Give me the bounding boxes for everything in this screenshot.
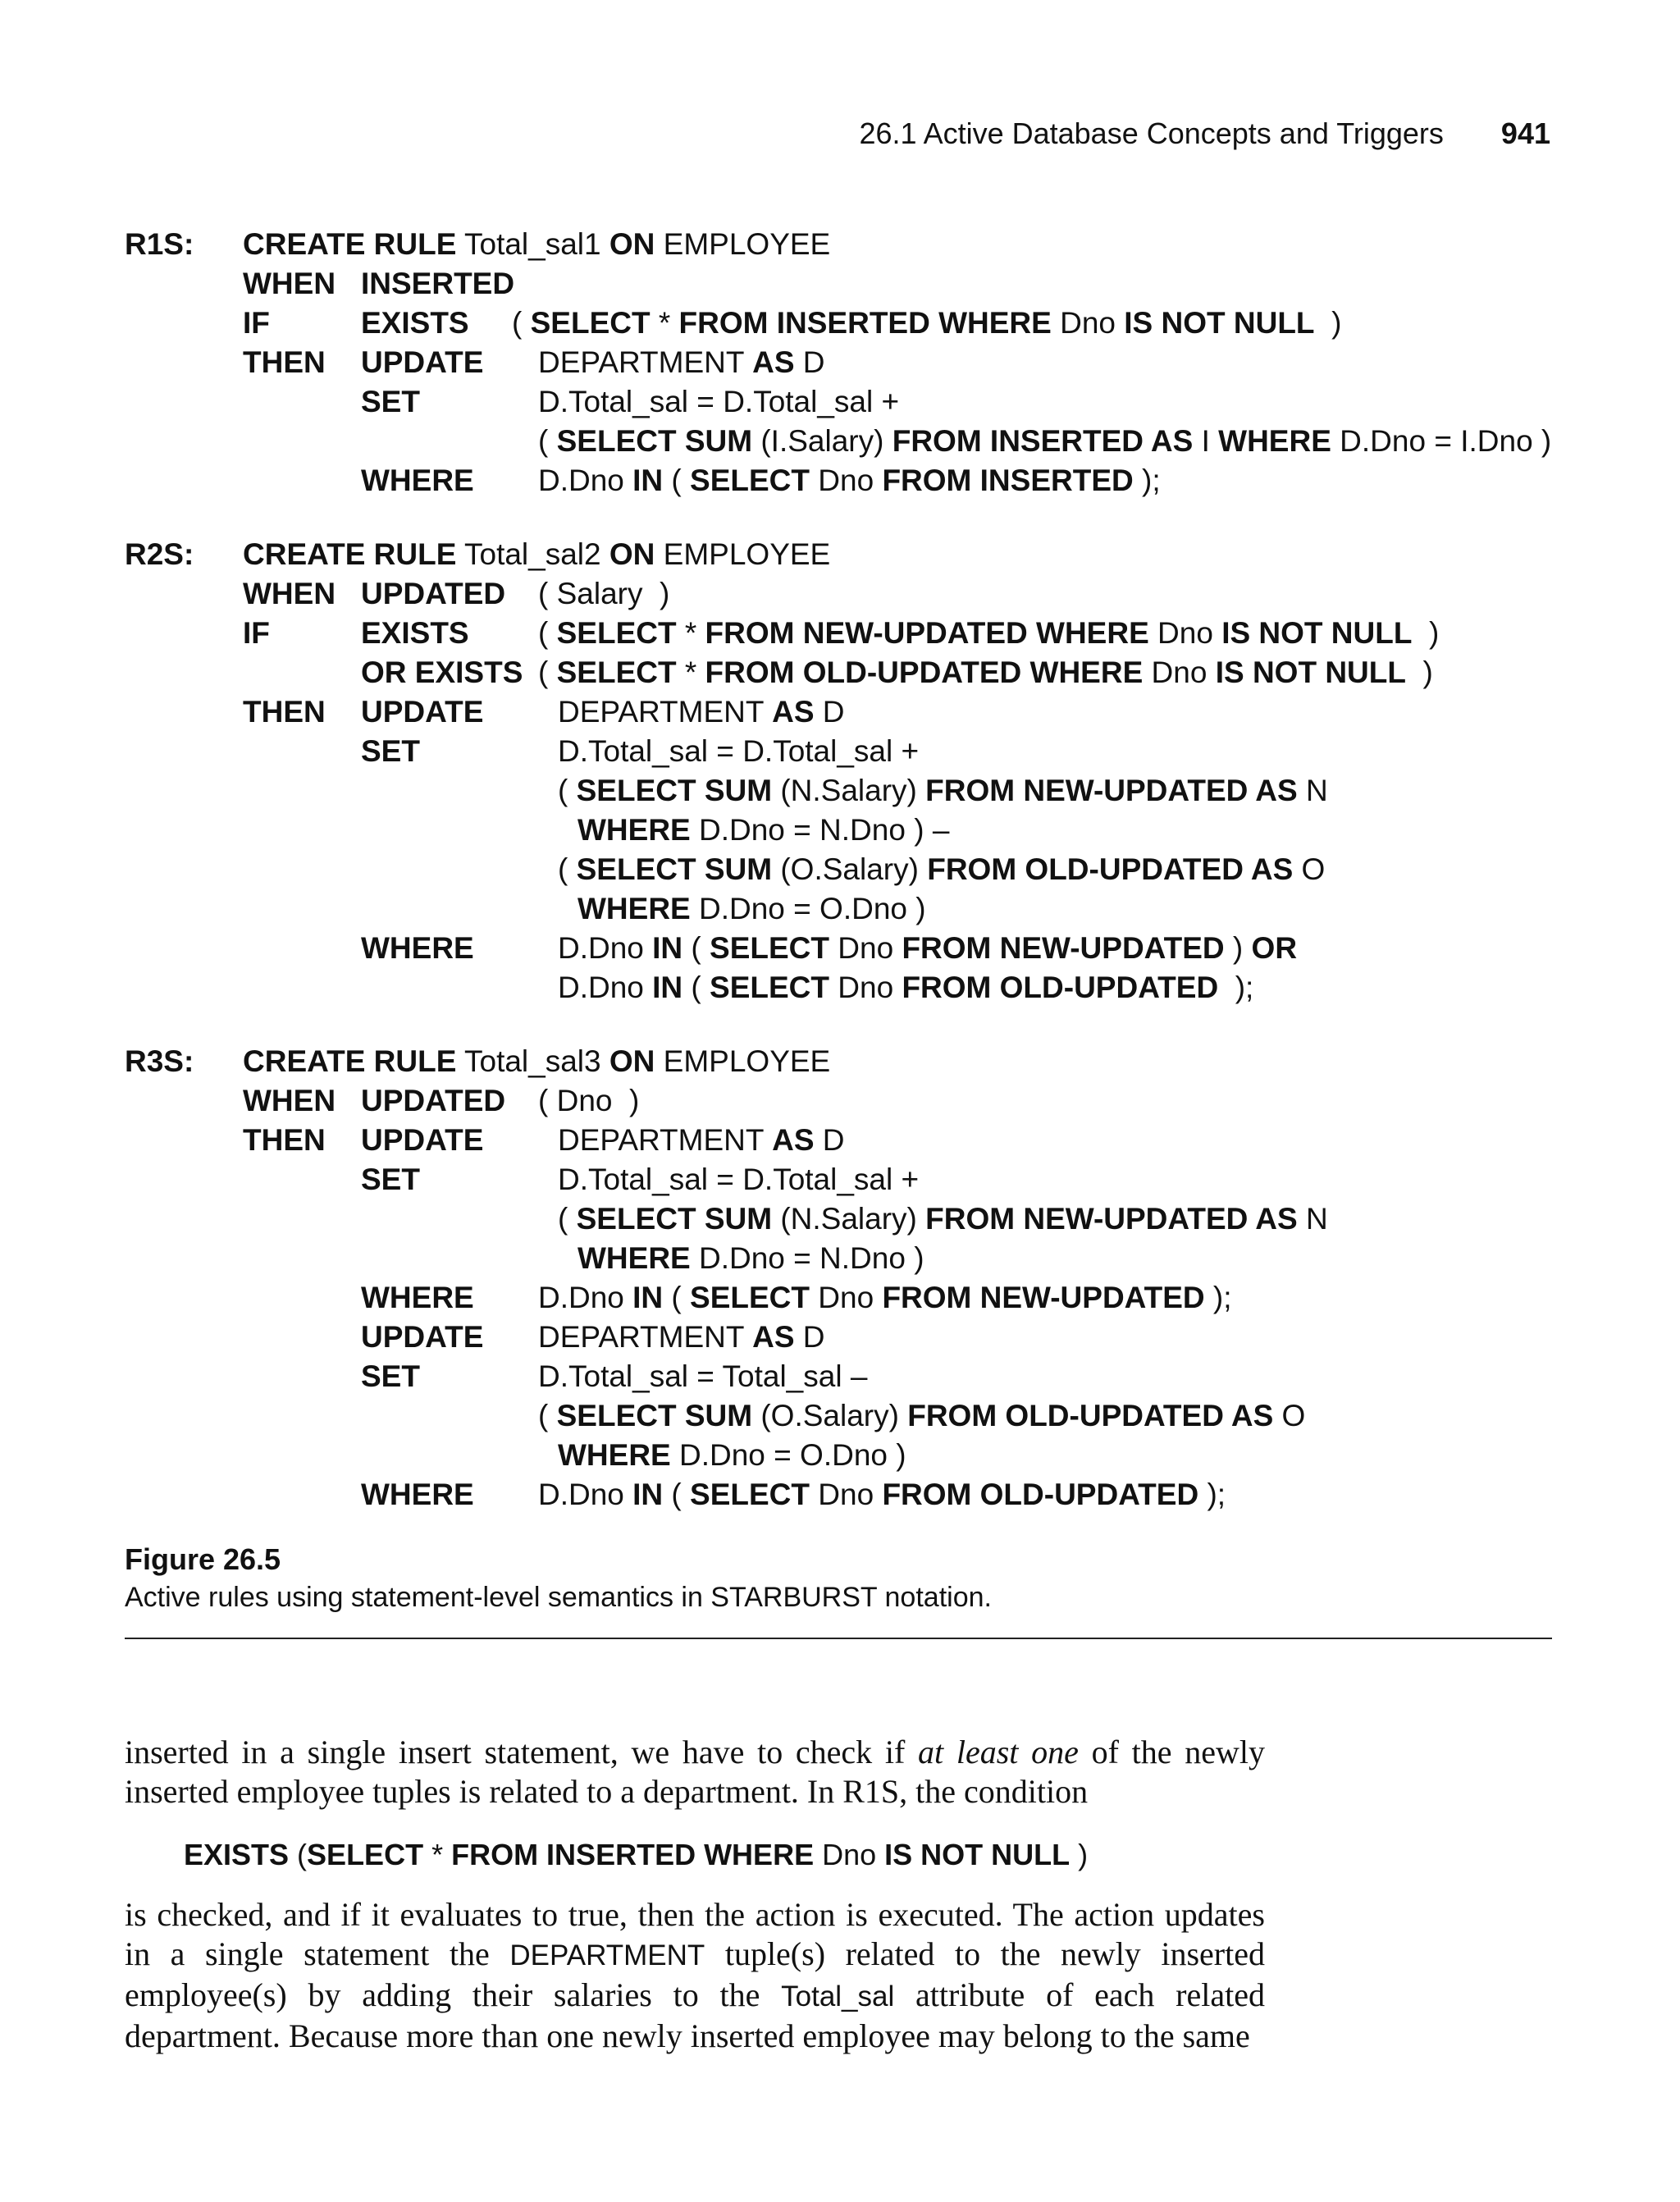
code-line: ( Salary ) (538, 577, 670, 610)
keyword: WHERE (361, 1478, 474, 1511)
keyword: UPDATE (361, 1320, 484, 1354)
keyword: SET (361, 734, 420, 768)
keyword: IF (243, 306, 270, 340)
keyword: UPDATE (361, 1123, 484, 1157)
body-paragraph: inserted in a single insert statement, we have to check if at least one of the newly inserted employee tuples is related to a department. In R1S, the condition (125, 1734, 1266, 1810)
code-line: DEPARTMENT AS D (538, 345, 825, 379)
code-line: CREATE RULE Total_sal3 ON EMPLOYEE (243, 1044, 831, 1078)
divider (125, 1638, 1552, 1639)
code-line: CREATE RULE Total_sal2 ON EMPLOYEE (243, 537, 831, 571)
code-line: ( SELECT SUM (N.Salary) FROM NEW-UPDATED AS N (558, 1202, 1328, 1236)
code-line: ( SELECT SUM (O.Salary) FROM OLD-UPDATED AS O (558, 852, 1326, 886)
keyword: WHERE (361, 464, 474, 497)
code-line: D.Dno IN ( SELECT Dno FROM NEW-UPDATED ); (538, 1281, 1232, 1314)
figure-caption: Active rules using statement-level semantics in STARBURST notation. (125, 1582, 992, 1613)
keyword: WHERE (361, 1281, 474, 1314)
keyword: WHERE (361, 931, 474, 965)
code-line: ( SELECT SUM (I.Salary) FROM INSERTED AS I WHERE D.Dno = I.Dno ) (538, 424, 1552, 458)
code-line: D.Total_sal = D.Total_sal + (558, 734, 920, 768)
keyword: WHEN (243, 267, 336, 300)
inline-code: EXISTS (SELECT * FROM INSERTED WHERE Dno IS NOT NULL ) (184, 1838, 1089, 1871)
section-title: 26.1 Active Database Concepts and Triggers (859, 116, 1444, 150)
keyword: WHEN (243, 1084, 336, 1117)
code-line: ( SELECT * FROM INSERTED WHERE Dno IS NOT NULL ) (512, 306, 1342, 340)
figure-label: Figure 26.5 (125, 1542, 281, 1576)
code-line: D.Dno IN ( SELECT Dno FROM OLD-UPDATED ); (558, 971, 1254, 1004)
keyword: INSERTED (361, 267, 515, 300)
code-line: D.Dno IN ( SELECT Dno FROM OLD-UPDATED ); (538, 1478, 1226, 1511)
code-line: ( Dno ) (538, 1084, 640, 1117)
keyword: SET (361, 385, 420, 418)
code-line: ( SELECT SUM (N.Salary) FROM NEW-UPDATED AS N (558, 774, 1328, 807)
rule-label: R1S: (125, 227, 194, 261)
code-line: WHERE D.Dno = N.Dno ) (578, 1241, 924, 1275)
keyword: THEN (243, 695, 326, 729)
keyword: THEN (243, 345, 326, 379)
code-line: CREATE RULE Total_sal1 ON EMPLOYEE (243, 227, 831, 261)
keyword: WHEN (243, 577, 336, 610)
code-line: D.Total_sal = Total_sal – (538, 1359, 868, 1393)
code-line: D.Dno IN ( SELECT Dno FROM INSERTED ); (538, 464, 1161, 497)
code-line: DEPARTMENT AS D (558, 1123, 845, 1157)
keyword: SET (361, 1163, 420, 1196)
code-line: ( SELECT SUM (O.Salary) FROM OLD-UPDATED AS O (538, 1399, 1306, 1432)
code-line: ( SELECT * FROM NEW-UPDATED WHERE Dno IS NOT NULL ) (538, 616, 1440, 650)
code-line: D.Total_sal = D.Total_sal + (558, 1163, 920, 1196)
code-line: D.Total_sal = D.Total_sal + (538, 385, 900, 418)
keyword: SET (361, 1359, 420, 1393)
keyword: UPDATE (361, 695, 484, 729)
page-number: 941 (1500, 116, 1550, 150)
code-line: DEPARTMENT AS D (538, 1320, 825, 1354)
keyword: THEN (243, 1123, 326, 1157)
keyword: UPDATED (361, 577, 506, 610)
keyword: IF (243, 616, 270, 650)
body-paragraph: is checked, and if it evaluates to true, then the action is executed. The action updates in a single statement the DEPARTMENT tuple(s) related to the newly inserted employee(s) by adding their salaries to the Total_sal attribute of each related department. Because more than one newly inserted employee may belong to the same (125, 1896, 1265, 2054)
code-line: DEPARTMENT AS D (558, 695, 845, 729)
keyword: EXISTS (361, 306, 469, 340)
rule-label: R3S: (125, 1044, 194, 1078)
code-line: WHERE D.Dno = O.Dno ) (578, 892, 926, 925)
keyword: OR EXISTS (361, 656, 523, 689)
keyword: UPDATED (361, 1084, 506, 1117)
code-line: WHERE D.Dno = O.Dno ) (558, 1438, 906, 1472)
keyword: EXISTS (361, 616, 469, 650)
running-head (0, 116, 1550, 151)
rule-label: R2S: (125, 537, 194, 571)
keyword: UPDATE (361, 345, 484, 379)
code-line: WHERE D.Dno = N.Dno ) – (578, 813, 950, 847)
code-line: D.Dno IN ( SELECT Dno FROM NEW-UPDATED ) OR (558, 931, 1298, 965)
code-line: ( SELECT * FROM OLD-UPDATED WHERE Dno IS NOT NULL ) (538, 656, 1433, 689)
